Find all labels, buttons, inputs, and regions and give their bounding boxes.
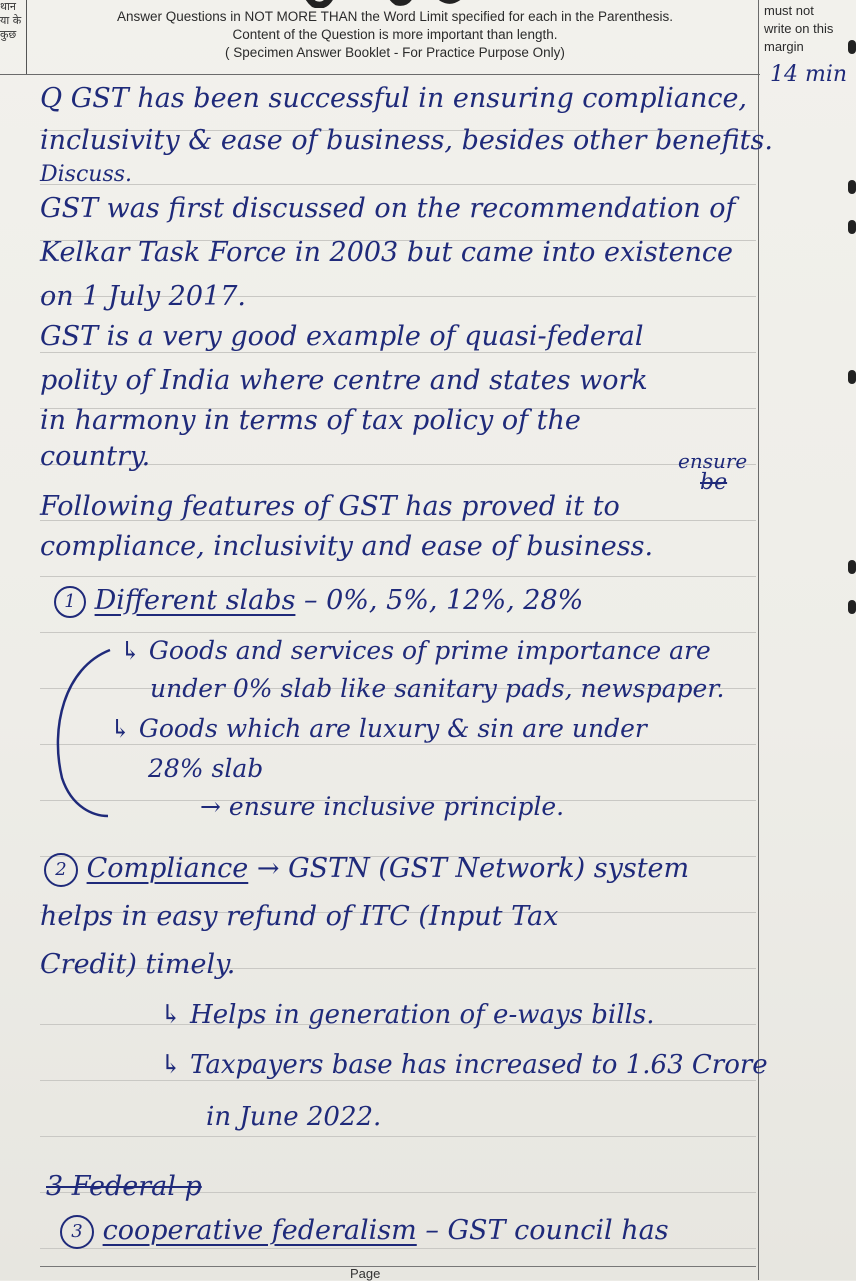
time-annotation: 14 min <box>770 62 848 87</box>
point-1-sub-line: ↳ Goods and services of prime importance are <box>120 636 711 665</box>
federal-line: polity of India where centre and states work <box>40 365 648 396</box>
point-1-sub-line: under 0% slab like sanitary pads, newspaper. <box>150 674 725 703</box>
footer-rule <box>40 1266 756 1267</box>
question-line: inclusivity & ease of business, besides other benefits. <box>40 125 773 156</box>
brand-logo-cropped <box>300 0 490 8</box>
struck-heading-text: 3 Federal p <box>46 1171 202 1202</box>
inserted-word: ensure <box>678 449 748 473</box>
federal-line: GST is a very good example of quasi-federal <box>40 321 644 352</box>
instruction-line: Answer Questions in NOT MORE THAN the Word Limit specified for each in the Parenthesis. <box>117 9 673 24</box>
intro-line: GST was first discussed on the recommendation of <box>40 193 736 224</box>
margin-note-line: must not <box>764 3 814 18</box>
intro-line: on 1 July 2017. <box>40 281 246 312</box>
hindi-note-line: कुछ <box>0 28 17 41</box>
intro-line: Kelkar Task Force in 2003 but came into existence <box>40 237 734 268</box>
page-label: Page <box>350 1266 381 1281</box>
point-1-heading <box>54 584 770 618</box>
point-2-sub-line: ↳ Taxpayers base has increased to 1.63 Crore <box>160 1050 768 1080</box>
instruction-line: Content of the Question is more important than length. <box>232 27 558 42</box>
point-text: – GST council has <box>425 1215 669 1246</box>
question-line: Discuss. <box>40 162 133 187</box>
struck-word-text: be <box>700 470 728 495</box>
point-1-sub-line: ↳ Goods which are luxury & sin are under <box>110 714 647 743</box>
hindi-note-line: या के <box>0 14 22 27</box>
hindi-margin-note <box>0 0 27 74</box>
federal-line: in harmony in terms of tax policy of the <box>40 405 581 436</box>
margin-note-line: write on this <box>764 21 834 36</box>
instructions <box>30 8 760 62</box>
point-2-heading <box>44 852 760 887</box>
features-line: compliance, inclusivity and ease of business. <box>40 531 654 562</box>
point-text: → GSTN (GST Network) system <box>256 853 690 884</box>
struck-heading <box>46 1170 762 1204</box>
point-rates: – 0%, 5%, 12%, 28% <box>304 585 584 616</box>
point-2-line: helps in easy refund of ITC (Input Tax <box>40 901 559 932</box>
federal-line: country. <box>40 441 151 472</box>
margin-warning <box>764 2 854 56</box>
point-2-line: Credit) timely. <box>40 949 236 980</box>
point-number: 2 <box>44 853 78 887</box>
hindi-note-line: थान <box>0 0 16 13</box>
point-2-sub-line: in June 2022. <box>206 1102 382 1132</box>
point-1-sub-line: 28% slab <box>148 754 264 783</box>
point-title: Compliance <box>86 853 249 884</box>
point-number: 3 <box>60 1215 94 1249</box>
margin-note-line: margin <box>764 39 804 54</box>
logo-icon <box>300 0 490 8</box>
features-line: Following features of GST has proved it to <box>40 491 620 522</box>
point-1-conclusion: → ensure inclusive principle. <box>200 792 565 821</box>
point-2-sub-line: ↳ Helps in generation of e-ways bills. <box>160 1000 655 1030</box>
point-title: cooperative federalism <box>102 1215 417 1246</box>
point-number: 1 <box>54 586 86 618</box>
right-margin <box>758 0 856 1280</box>
curly-bracket-icon <box>54 648 114 818</box>
point-title: Different slabs <box>94 585 296 616</box>
instruction-line: ( Specimen Answer Booklet - For Practice Purpose Only) <box>225 45 565 60</box>
question-line: Q GST has been successful in ensuring compliance, <box>40 83 748 114</box>
point-3-heading <box>60 1214 776 1249</box>
